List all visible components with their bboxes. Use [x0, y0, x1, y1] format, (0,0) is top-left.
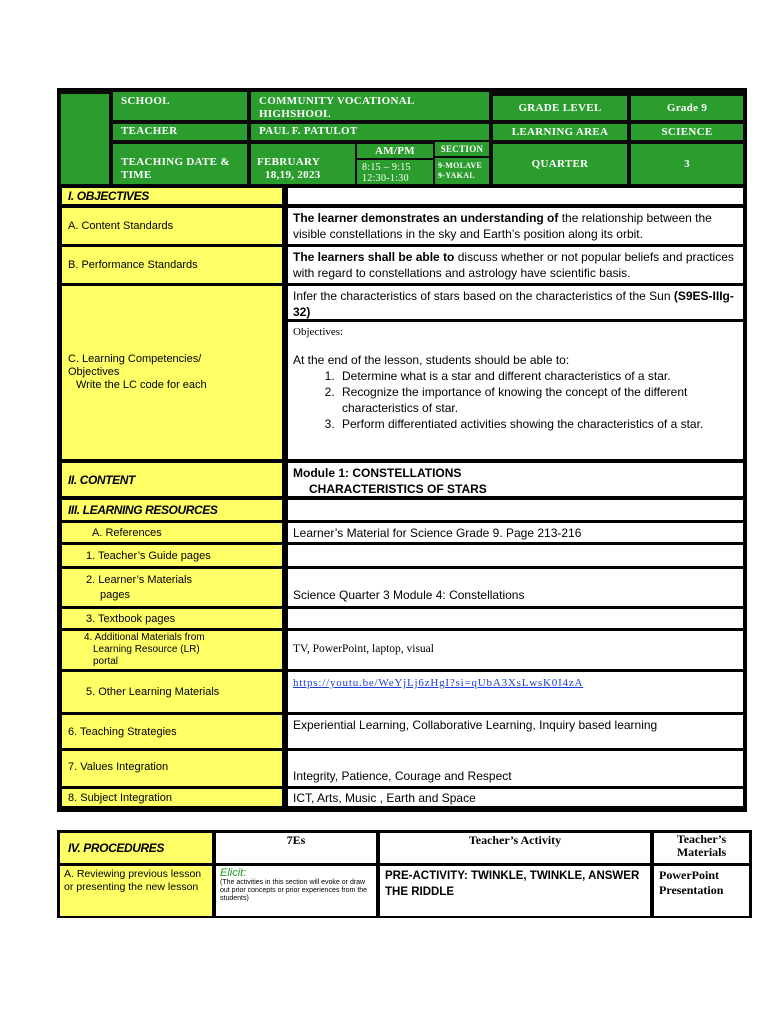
row1-activity: PRE-ACTIVITY: TWINKLE, TWINKLE, ANSWER THE RIDDLE [380, 866, 650, 916]
content-standards-text: the relationship between the visible constellations in the sky and Earth’s position along its orbit. [293, 211, 712, 241]
learning-competencies-label [62, 286, 282, 459]
performance-standards-text: discuss whether or not popular beliefs and practices with regard to constellations and astrology have scientific basis. [293, 250, 734, 280]
quarter-label: QUARTER [493, 144, 627, 184]
content-standards-label: A. Content Standards [62, 208, 282, 244]
learning-competencies-label-2: Objectives [68, 366, 120, 378]
row1-phase-note: (The activities in this section will evoke or draw out prior concepts or prior experiences from the students) [220, 879, 368, 902]
objectives-heading-blank [288, 188, 743, 204]
references-value: Learner’s Material for Science Grade 9. Page 213-216 [288, 523, 743, 542]
time-values [357, 160, 433, 184]
quarter-value: 3 [631, 144, 743, 184]
col-7es-header: 7Es [216, 833, 376, 863]
row1-materials: PowerPoint Presentation [654, 866, 749, 916]
ampm-label: AM/PM [357, 144, 433, 158]
values-integration-label: 7. Values Integration [62, 751, 282, 786]
content-module-line-1: Module 1: CONSTELLATIONS [293, 466, 462, 480]
col-teachers-materials-header: Teacher’s Materials [654, 833, 749, 863]
additional-materials-label-3: portal [93, 656, 119, 667]
additional-materials-value: TV, PowerPoint, laptop, visual [288, 631, 743, 669]
grade-level-value: Grade 9 [631, 96, 743, 120]
teaching-strategies-label: 6. Teaching Strategies [62, 715, 282, 748]
date-value-line-1: FEBRUARY [257, 156, 321, 168]
lesson-plan-table [57, 187, 747, 812]
youtube-link[interactable]: https://youtu.be/WeYjLj6zHgI?si=qUbA3XsLwsK0I4zA [293, 677, 584, 689]
subject-integration-value: ICT, Arts, Music , Earth and Space [288, 789, 743, 806]
performance-standards-label: B. Performance Standards [62, 247, 282, 283]
other-materials-value [288, 672, 743, 712]
section-1: 9-MOLAVE [438, 161, 483, 170]
textbook-label: 3. Textbook pages [62, 609, 282, 628]
grade-level-label: GRADE LEVEL [493, 96, 627, 120]
teachers-guide-label: 1. Teacher’s Guide pages [62, 545, 282, 566]
time-1: 8:15 – 9:15 [362, 162, 411, 173]
learning-resources-heading: III. LEARNING RESOURCES [62, 500, 282, 520]
teaching-strategies-value: Experiential Learning, Collaborative Learning, Inquiry based learning [288, 715, 743, 748]
learners-materials-label-1: 2. Learner’s Materials [86, 573, 192, 586]
learning-competencies-label-1: C. Learning Competencies/ [68, 353, 202, 365]
teacher-label: TEACHER [113, 124, 247, 140]
learners-materials-label [62, 569, 282, 606]
performance-standards-value [288, 247, 743, 283]
content-module-line-2: CHARACTERISTICS OF STARS [309, 482, 487, 496]
school-label: SCHOOL [113, 92, 247, 120]
header-side-block [61, 94, 109, 184]
section-2: 9-YAKAL [438, 171, 475, 180]
time-2: 12:30-1:30 [362, 173, 409, 184]
textbook-value [288, 609, 743, 628]
objectives-list-cell [288, 322, 743, 459]
learners-materials-label-2: pages [100, 588, 130, 601]
additional-materials-label-1: 4. Additional Materials from [84, 632, 205, 643]
additional-materials-label-2: Learning Resource (LR) [93, 644, 200, 655]
section-label: SECTION [435, 142, 489, 156]
performance-standards-bold: The learners shall be able to [293, 250, 455, 264]
teacher-value: PAUL F. PATULOT [251, 124, 489, 140]
other-materials-label: 5. Other Learning Materials [62, 672, 282, 712]
date-label: TEACHING DATE & TIME [113, 144, 247, 184]
objective-item: 3. Perform differentiated activities showing the characteristics of a star. [338, 416, 738, 432]
objectives-list [293, 368, 738, 432]
objective-item: 2. Recognize the importance of knowing the concept of the different characteristics of star. [338, 384, 738, 416]
row1-phase-cell [216, 866, 376, 916]
objectives-title: Objectives: [293, 326, 344, 338]
content-heading: II. CONTENT [62, 463, 282, 496]
learning-competency-value [288, 286, 743, 319]
learning-competency-text: Infer the characteristics of stars based on the characteristics of the Sun [293, 289, 674, 303]
section-values [435, 158, 489, 184]
references-label: A. References [62, 523, 282, 542]
learning-area-label: LEARNING AREA [493, 124, 627, 140]
content-standards-bold: The learner demonstrates an understanding of [293, 211, 559, 225]
col-teachers-activity-header: Teacher’s Activity [380, 833, 650, 863]
subject-integration-label: 8. Subject Integration [62, 789, 282, 806]
learners-materials-value: Science Quarter 3 Module 4: Constellations [288, 569, 743, 606]
teachers-guide-value [288, 545, 743, 566]
school-value: COMMUNITY VOCATIONAL HIGHSHOOL [251, 92, 489, 120]
learning-competency-code: (S9ES-IIIg-32) [293, 289, 734, 319]
procedures-heading: IV. PROCEDURES [60, 833, 212, 863]
lesson-plan-header [57, 88, 747, 187]
row1-phase: Elicit: [220, 867, 247, 879]
learning-area-value: SCIENCE [631, 124, 743, 140]
objective-item: 1. Determine what is a star and different characteristics of a star. [338, 368, 738, 384]
content-standards-value [288, 208, 743, 244]
date-value [251, 144, 355, 184]
learning-competencies-label-3: Write the LC code for each [76, 379, 207, 391]
row1-label: A. Reviewing previous lesson or presenting the new lesson [60, 866, 212, 916]
learning-resources-heading-blank [288, 500, 743, 520]
procedures-table [57, 830, 752, 918]
content-value [288, 463, 743, 496]
additional-materials-label [62, 631, 282, 669]
objectives-intro: At the end of the lesson, students should be able to: [293, 353, 570, 367]
objectives-heading: I. OBJECTIVES [62, 188, 282, 204]
date-value-line-2: 18,19, 2023 [265, 169, 321, 181]
values-integration-value: Integrity, Patience, Courage and Respect [288, 751, 743, 786]
